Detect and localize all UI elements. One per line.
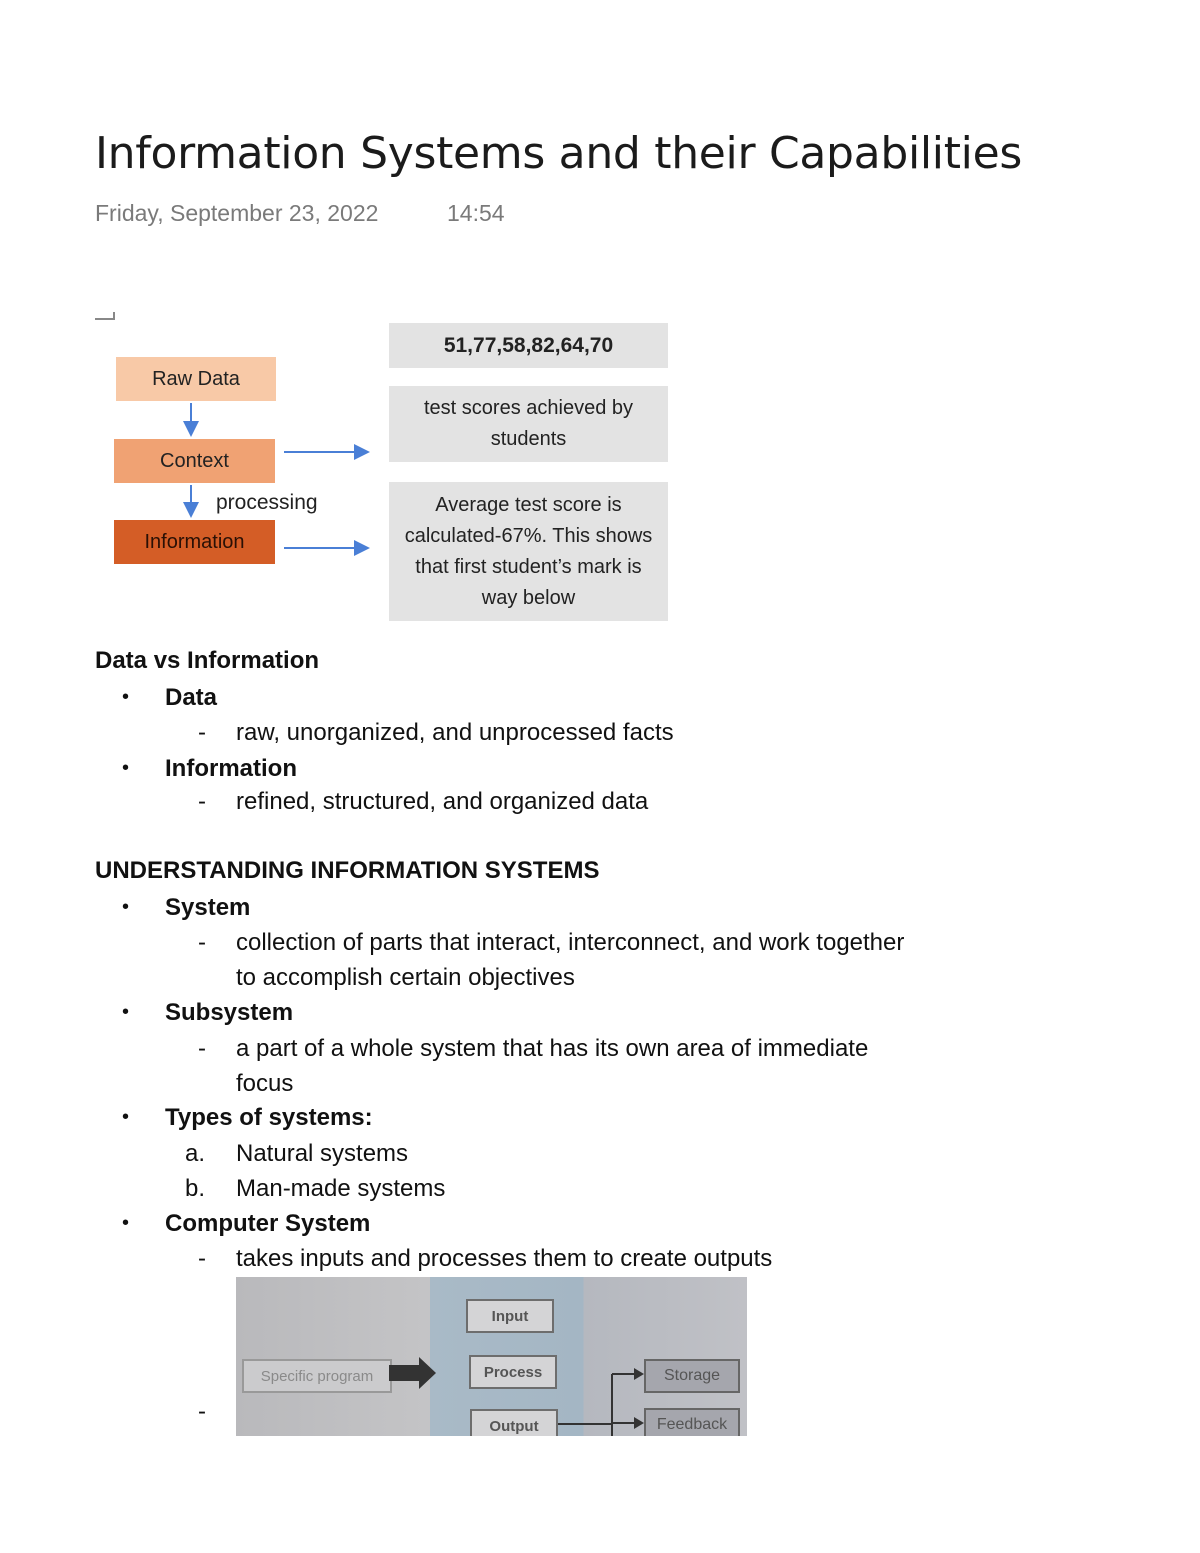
bullet: • bbox=[122, 757, 130, 779]
list-item bbox=[0, 890, 1200, 925]
desc-subsystem-line1: a part of a whole system that has its own area of immediate bbox=[236, 1035, 869, 1062]
list-item bbox=[0, 1241, 1200, 1276]
page-time: 14:54 bbox=[447, 200, 505, 226]
desc-system-line1: collection of parts that interact, interconnect, and work together bbox=[236, 929, 905, 956]
dash: - bbox=[198, 1398, 206, 1425]
list-item bbox=[0, 995, 1200, 1030]
context-description-text: test scores achieved by students bbox=[424, 397, 633, 450]
list-item bbox=[0, 715, 1200, 750]
information-description-text: Average test score is calculated-67%. This shows that first student’s mark is way below bbox=[404, 493, 653, 609]
bullet: • bbox=[122, 1212, 130, 1234]
dash: - bbox=[198, 719, 206, 746]
feedback-box: Feedback bbox=[644, 1408, 740, 1436]
list-item bbox=[0, 680, 1200, 715]
term-computer-system: Computer System bbox=[165, 1210, 371, 1237]
type-man-made-systems: Man-made systems bbox=[236, 1175, 446, 1202]
dash: - bbox=[198, 929, 206, 956]
process-box: Process bbox=[469, 1355, 557, 1389]
program-arrow-shaft bbox=[389, 1365, 421, 1381]
type-natural-systems: Natural systems bbox=[236, 1140, 409, 1167]
list-marker-b: b. bbox=[185, 1175, 206, 1202]
raw-data-box: Raw Data bbox=[116, 357, 276, 401]
dash: - bbox=[198, 1035, 206, 1062]
term-information: Information bbox=[165, 755, 297, 782]
list-item bbox=[0, 925, 1200, 960]
list-item bbox=[0, 1031, 1200, 1066]
list-item bbox=[0, 784, 1200, 819]
page-date: Friday, September 23, 2022 bbox=[95, 200, 379, 226]
context-box: Context bbox=[114, 439, 275, 483]
computer-system-photo bbox=[236, 1277, 747, 1436]
storage-box: Storage bbox=[644, 1359, 740, 1393]
desc-computer-system: takes inputs and processes them to create outputs bbox=[236, 1245, 773, 1272]
specific-program-box: Specific program bbox=[242, 1359, 392, 1393]
list-item bbox=[0, 751, 1200, 786]
desc-system-line2: to accomplish certain objectives bbox=[236, 964, 575, 991]
bullet: • bbox=[122, 686, 130, 708]
output-box: Output bbox=[470, 1409, 558, 1436]
bullet: • bbox=[122, 896, 130, 918]
heading-data-vs-information: Data vs Information bbox=[95, 647, 320, 674]
list-marker-a: a. bbox=[185, 1140, 206, 1167]
desc-data: raw, unorganized, and unprocessed facts bbox=[236, 719, 674, 746]
list-item bbox=[0, 1171, 1200, 1206]
desc-subsystem-line2: focus bbox=[236, 1070, 294, 1097]
list-item bbox=[0, 1100, 1200, 1135]
processing-label: processing bbox=[216, 491, 318, 514]
term-subsystem: Subsystem bbox=[165, 999, 294, 1026]
bullet: • bbox=[122, 1001, 130, 1023]
desc-information: refined, structured, and organized data bbox=[236, 788, 649, 815]
list-item bbox=[0, 960, 1200, 995]
bullet: • bbox=[122, 1106, 130, 1128]
list-item bbox=[0, 1066, 1200, 1101]
term-system: System bbox=[165, 894, 251, 921]
program-arrow-head bbox=[419, 1357, 436, 1389]
page-title: Information Systems and their Capabilities bbox=[95, 128, 1022, 179]
dash: - bbox=[198, 1245, 206, 1272]
term-data: Data bbox=[165, 684, 218, 711]
diagram-arrows bbox=[0, 0, 1200, 700]
list-item bbox=[0, 1206, 1200, 1241]
raw-scores-box: 51,77,58,82,64,70 bbox=[389, 323, 668, 368]
input-box: Input bbox=[466, 1299, 554, 1333]
list-item bbox=[0, 1136, 1200, 1171]
information-box: Information bbox=[114, 520, 275, 564]
dash: - bbox=[198, 788, 206, 815]
heading-understanding-information-systems: UNDERSTANDING INFORMATION SYSTEMS bbox=[95, 857, 600, 884]
term-types-of-systems: Types of systems: bbox=[165, 1104, 373, 1131]
